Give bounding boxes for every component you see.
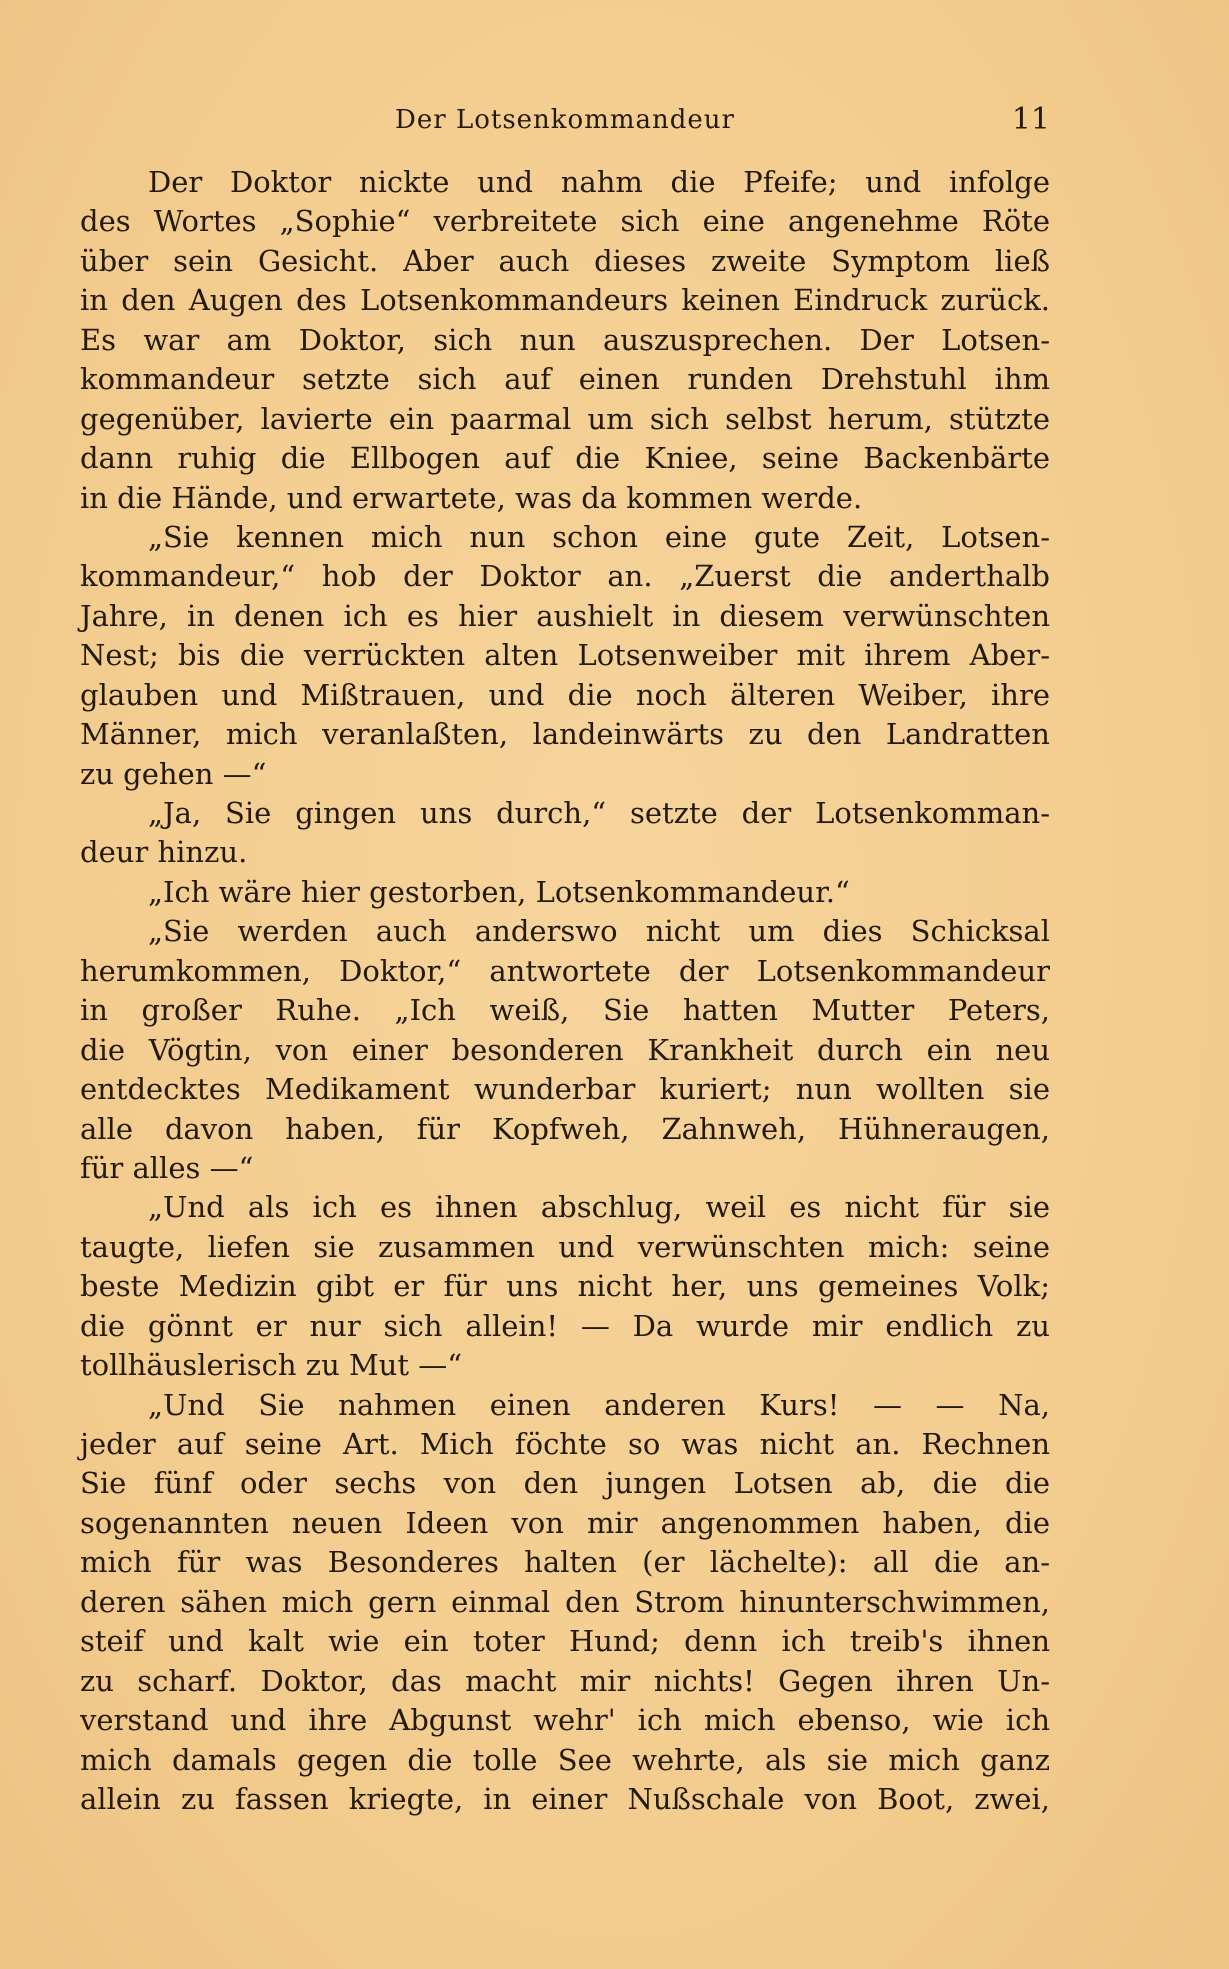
running-title: Der Lotsenkommandeur	[395, 105, 735, 135]
text-line: zu gehen —“	[80, 756, 267, 791]
text-line: beste Medizin gibt er für uns nicht her, uns gemeines Volk;	[80, 1269, 1050, 1304]
text-line: mich für was Besonderes halten (er lächelte): all die an-	[80, 1545, 1050, 1580]
text-line: deren sähen mich gern einmal den Strom hinunterschwimmen,	[80, 1584, 1050, 1619]
text-line: in den Augen des Lotsenkommandeurs keinen Eindruck zurück.	[80, 283, 1050, 318]
text-line: über sein Gesicht. Aber auch dieses zweite Symptom ließ	[80, 243, 1050, 278]
running-head	[80, 100, 1050, 140]
text-line: für alles —“	[80, 1150, 254, 1185]
text-line: „Ich wäre hier gestorben, Lotsenkommandeur.“	[148, 874, 850, 909]
page-number: 11	[1011, 102, 1050, 137]
text-line: Es war am Doktor, sich nun auszusprechen. Der Lotsen-	[80, 322, 1050, 357]
text-line: verstand und ihre Abgunst wehr' ich mich ebenso, wie ich	[80, 1703, 1050, 1738]
text-line: steif und kalt wie ein toter Hund; denn ich treib's ihnen	[80, 1624, 1050, 1659]
text-line: jeder auf seine Art. Mich föchte so was nicht an. Rechnen	[80, 1427, 1050, 1461]
text-line: zu scharf. Doktor, das macht mir nichts! Gegen ihren Un-	[80, 1663, 1050, 1698]
text-line: gegenüber, lavierte ein paarmal um sich selbst herum, stützte	[80, 401, 1050, 436]
text-line: allein zu fassen kriegte, in einer Nußschale von Boot, zwei,	[80, 1781, 1050, 1816]
text-line: „Und als ich es ihnen abschlug, weil es nicht für sie	[148, 1190, 1050, 1225]
body-text	[80, 163, 1050, 1819]
text-line: mich damals gegen die tolle See wehrte, als sie mich ganz	[80, 1742, 1050, 1777]
text-line: glauben und Mißtrauen, und die noch älteren Weiber, ihre	[80, 677, 1050, 712]
text-line: alle davon haben, für Kopfweh, Zahnweh, Hühneraugen,	[80, 1111, 1050, 1146]
text-line: „Sie kennen mich nun schon eine gute Zeit, Lotsen-	[148, 519, 1050, 554]
text-line: kommandeur,“ hob der Doktor an. „Zuerst die anderthalb	[80, 559, 1050, 594]
text-line: in die Hände, und erwartete, was da kommen werde.	[80, 480, 863, 515]
text-line: Männer, mich veranlaßten, landeinwärts zu den Landratten	[80, 717, 1050, 752]
text-line: dann ruhig die Ellbogen auf die Kniee, seine Backenbärte	[80, 441, 1050, 476]
text-line: in großer Ruhe. „Ich weiß, Sie hatten Mutter Peters,	[80, 993, 1050, 1028]
text-line: kommandeur setzte sich auf einen runden Drehstuhl ihm	[80, 362, 1050, 397]
text-line: sogenannten neuen Ideen von mir angenommen haben, die	[80, 1505, 1050, 1540]
text-line: tollhäuslerisch zu Mut —“	[80, 1348, 463, 1383]
text-line: herumkommen, Doktor,“ antwortete der Lotsenkommandeur	[80, 953, 1050, 988]
text-line: deur hinzu.	[80, 835, 248, 870]
text-line: Sie fünf oder sechs von den jungen Lotsen ab, die die	[80, 1466, 1050, 1501]
text-line: des Wortes „Sophie“ verbreitete sich eine angenehme Röte	[80, 204, 1050, 239]
text-line: entdecktes Medikament wunderbar kuriert; nun wollten sie	[80, 1072, 1050, 1107]
text-line: die gönnt er nur sich allein! — Da wurde mir endlich zu	[80, 1308, 1050, 1343]
text-line: taugte, liefen sie zusammen und verwünschten mich: seine	[80, 1229, 1050, 1264]
text-line: „Und Sie nahmen einen anderen Kurs! — — Na,	[148, 1387, 1050, 1422]
text-line: Nest; bis die verrückten alten Lotsenweiber mit ihrem Aber-	[80, 638, 1050, 673]
text-line: „Sie werden auch anderswo nicht um dies Schicksal	[148, 914, 1050, 949]
text-line: „Ja, Sie gingen uns durch,“ setzte der Lotsenkomman-	[148, 796, 1050, 830]
text-line: Der Doktor nickte und nahm die Pfeife; und infolge	[148, 165, 1050, 199]
text-line: Jahre, in denen ich es hier aushielt in diesem verwünschten	[80, 598, 1050, 633]
text-line: die Vögtin, von einer besonderen Krankheit durch ein neu	[80, 1032, 1050, 1067]
